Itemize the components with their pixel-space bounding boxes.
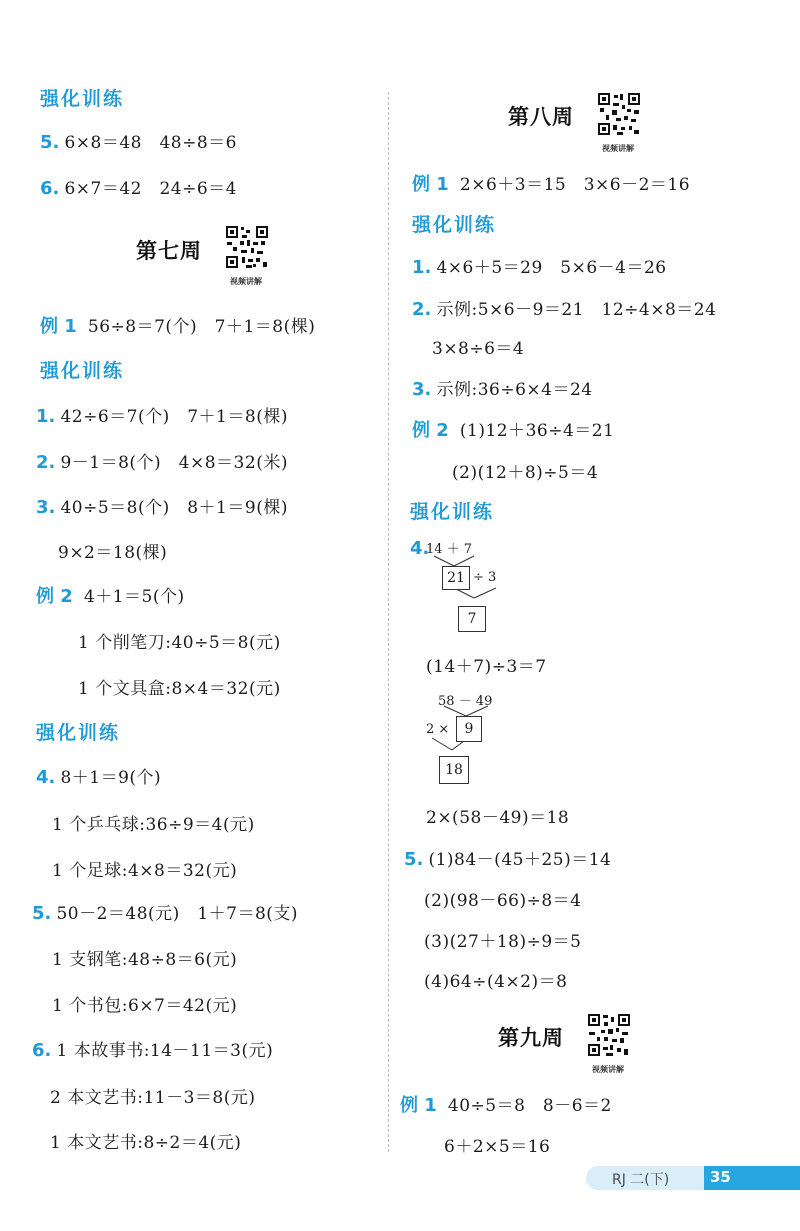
equation-continuation: 6＋2×5＝16 (444, 1137, 551, 1157)
equation-line: 1 支钢笔:48÷8＝6(元) (52, 950, 238, 970)
equation-line: 2×(58－49)＝18 (426, 808, 570, 828)
example-row (412, 416, 614, 442)
item-number: 1. (36, 406, 56, 427)
item-number: 3. (36, 497, 56, 518)
equation: 40÷5＝8(个) 8＋1＝9(棵) (60, 498, 288, 518)
tree-top-expression: 58 － 49 (438, 694, 493, 709)
page-footer (586, 1166, 800, 1190)
result-box: 18 (439, 756, 469, 784)
item-number: 5. (32, 903, 52, 924)
qr-code-icon[interactable] (586, 1012, 632, 1058)
equation-line: 1 个文具盒:8×4＝32(元) (78, 679, 281, 699)
list-item (412, 375, 593, 400)
equation: (1)84－(45＋25)＝14 (428, 850, 612, 870)
equation: 50－2＝48(元) 1＋7＝8(支) (56, 904, 299, 924)
list-item (404, 845, 611, 870)
edition-label: RJ 二(下) (612, 1172, 670, 1188)
tree-top-expression: 14 ＋ 7 (426, 542, 473, 557)
qr-caption: 视频讲解 (592, 1065, 624, 1074)
list-item (36, 763, 161, 788)
week-title: 第九周 (498, 1026, 564, 1050)
example-row (412, 170, 690, 196)
equation: 1 本故事书:14－11＝3(元) (56, 1041, 274, 1061)
qr-caption: 视频讲解 (230, 277, 262, 286)
list-item (40, 174, 237, 199)
equation-line: (4)64÷(4×2)＝8 (424, 972, 568, 992)
list-item (412, 295, 716, 320)
equation: 4＋1＝5(个) (83, 587, 185, 607)
example-label: 例 1 (40, 316, 77, 337)
section-heading: 强化训练 (412, 214, 497, 236)
section-heading: 强化训练 (40, 88, 125, 110)
list-item (36, 448, 288, 473)
equation: 示例:36÷6×4＝24 (436, 380, 593, 400)
page-number: 35 (710, 1168, 731, 1186)
equation-line: 1 个足球:4×8＝32(元) (52, 861, 238, 881)
item-number: 4. (410, 538, 430, 559)
equation-line: (14＋7)÷3＝7 (426, 657, 547, 677)
equation-continuation: 9×2＝18(棵) (58, 543, 168, 563)
result-box: 7 (458, 606, 486, 632)
item-number: 1. (412, 257, 432, 278)
list-item (32, 899, 298, 924)
equation-line: (2)(12＋8)÷5＝4 (452, 463, 599, 483)
qr-code-icon[interactable] (596, 91, 642, 137)
tree-operator: ÷ 3 (473, 570, 497, 585)
equation: 8＋1＝9(个) (60, 768, 162, 788)
equation-line: 2 本文艺书:11－3＝8(元) (50, 1088, 256, 1108)
list-item (36, 493, 288, 518)
list-item (32, 1036, 273, 1061)
equation-line: 1 个削笔刀:40÷5＝8(元) (78, 633, 281, 653)
equation-line: (3)(27＋18)÷9＝5 (424, 932, 582, 952)
result-box: 21 (442, 566, 470, 590)
week-title: 第八周 (508, 105, 574, 129)
equation-line: (2)(98－66)÷8＝4 (424, 891, 582, 911)
equation-line: 1 本文艺书:8÷2＝4(元) (50, 1133, 242, 1153)
equation: 42÷6＝7(个) 7＋1＝8(棵) (60, 407, 288, 427)
item-number: 4. (36, 767, 56, 788)
example-label: 例 1 (400, 1095, 437, 1116)
tree-operator: 2 × (426, 722, 450, 737)
example-label: 例 2 (412, 420, 449, 441)
equation: 2×6＋3＝15 3×6－2＝16 (459, 175, 691, 195)
equation: 9－1＝8(个) 4×8＝32(米) (60, 453, 288, 473)
equation: 示例:5×6－9＝21 12÷4×8＝24 (436, 300, 717, 320)
result-box: 9 (456, 716, 482, 742)
equation-continuation: 3×8÷6＝4 (432, 339, 525, 359)
list-item (36, 402, 288, 427)
section-heading: 强化训练 (36, 722, 121, 744)
example-label: 例 1 (412, 174, 449, 195)
equation: 56÷8＝7(个) 7＋1＝8(棵) (87, 317, 316, 337)
item-number: 5. (404, 849, 424, 870)
qr-code-icon[interactable] (224, 224, 270, 270)
equation-line: 1 个乒乓球:36÷9＝4(元) (52, 815, 255, 835)
equation: 40÷5＝8 8－6＝2 (447, 1096, 612, 1116)
item-number: 3. (412, 379, 432, 400)
section-heading: 强化训练 (40, 360, 125, 382)
item-number: 5. (40, 132, 60, 153)
example-row (40, 312, 315, 338)
list-item (412, 253, 667, 278)
equation: (1)12＋36÷4＝21 (459, 421, 615, 441)
example-label: 例 2 (36, 586, 73, 607)
list-item (40, 128, 237, 153)
equation: 6×7＝42 24÷6＝4 (64, 179, 237, 199)
item-number: 2. (36, 452, 56, 473)
example-row (400, 1091, 612, 1117)
item-number: 6. (40, 178, 60, 199)
column-divider (388, 92, 389, 1152)
week-title: 第七周 (136, 239, 202, 263)
equation: 4×6＋5＝29 5×6－4＝26 (436, 258, 667, 278)
equation-line: 1 个书包:6×7＝42(元) (52, 996, 238, 1016)
item-number: 2. (412, 299, 432, 320)
example-row (36, 582, 185, 608)
equation: 6×8＝48 48÷8＝6 (64, 133, 237, 153)
section-heading: 强化训练 (410, 501, 495, 523)
item-number: 6. (32, 1040, 52, 1061)
qr-caption: 视频讲解 (602, 144, 634, 153)
